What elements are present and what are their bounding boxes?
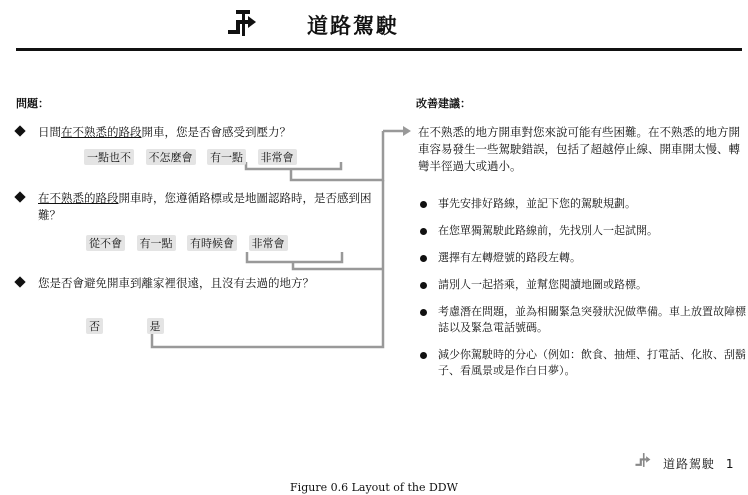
list-item: 減少你駕駛時的分心（例如：飲食、抽煙、打電話、化妝、刮鬍子、看風景或是作白日夢）。 [416,347,746,379]
bullet-icon [420,309,427,316]
problems-heading: 問題： [16,97,49,110]
option-button[interactable]: 有時候會 [187,235,237,251]
bullet-icon [420,282,427,289]
option-button[interactable]: 有一點 [137,235,176,251]
page-number: 1 [725,457,735,471]
question-3-options [86,318,172,334]
bullet-icon [420,201,427,208]
option-button[interactable]: 非常會 [249,235,288,251]
diamond-bullet-icon [14,276,25,287]
question-1: 日間在不熟悉的路段開車，您是否會感受到壓力？ [16,124,376,141]
list-item: 請別人一起搭乘，並幫您閱讀地圖或路標。 [416,277,746,293]
connector-q2 [247,252,383,269]
option-button[interactable]: 不怎麼會 [146,149,196,165]
question-3: 您是否會避免開車到離家裡很遠，且沒有去過的地方？ [16,275,376,292]
option-button[interactable]: 從不會 [86,235,125,251]
arrow-head [403,126,411,136]
bullet-icon [420,255,427,262]
list-item: 在您單獨駕駛此路線前，先找別人一起試開。 [416,223,746,239]
suggestion-list [416,196,746,390]
list-item: 事先安排好路線，並記下您的駕駛規劃。 [416,196,746,212]
road-sign-icon [634,452,654,468]
diamond-bullet-icon [14,125,25,136]
question-2: 在不熟悉的路段開車時，您遵循路標或是地圖認路時，是否感到困難？ [16,190,376,224]
page-footer [663,455,734,472]
figure-caption: Figure 0.6 Layout of the DDW [290,481,458,494]
footer-label: 道路駕駛 [663,457,716,471]
list-item: 選擇有左轉燈號的路段左轉。 [416,250,746,266]
diamond-bullet-icon [14,191,25,202]
bullet-icon [420,228,427,235]
suggestions-heading: 改善建議： [416,97,471,110]
option-button[interactable]: 非常會 [258,149,297,165]
page-title: 道路駕駛 [307,14,399,38]
option-button[interactable]: 是 [147,318,164,334]
question-2-options [86,235,296,251]
option-button[interactable]: 有一點 [207,149,246,165]
list-item: 考慮潛在問題，並為相關緊急突發狀況做準備。車上放置故障標誌以及緊急電話號碼。 [416,304,746,336]
bullet-icon [420,352,427,359]
suggestions-intro: 在不熟悉的地方開車對您來說可能有些困難。在不熟悉的地方開車容易發生一些駕駛錯誤，包括了超越停止線、開車開太慢、轉彎半徑過大或過小。 [418,125,740,173]
option-button[interactable]: 否 [86,318,103,334]
option-button[interactable]: 一點也不 [84,149,134,165]
question-1-options [84,149,305,165]
